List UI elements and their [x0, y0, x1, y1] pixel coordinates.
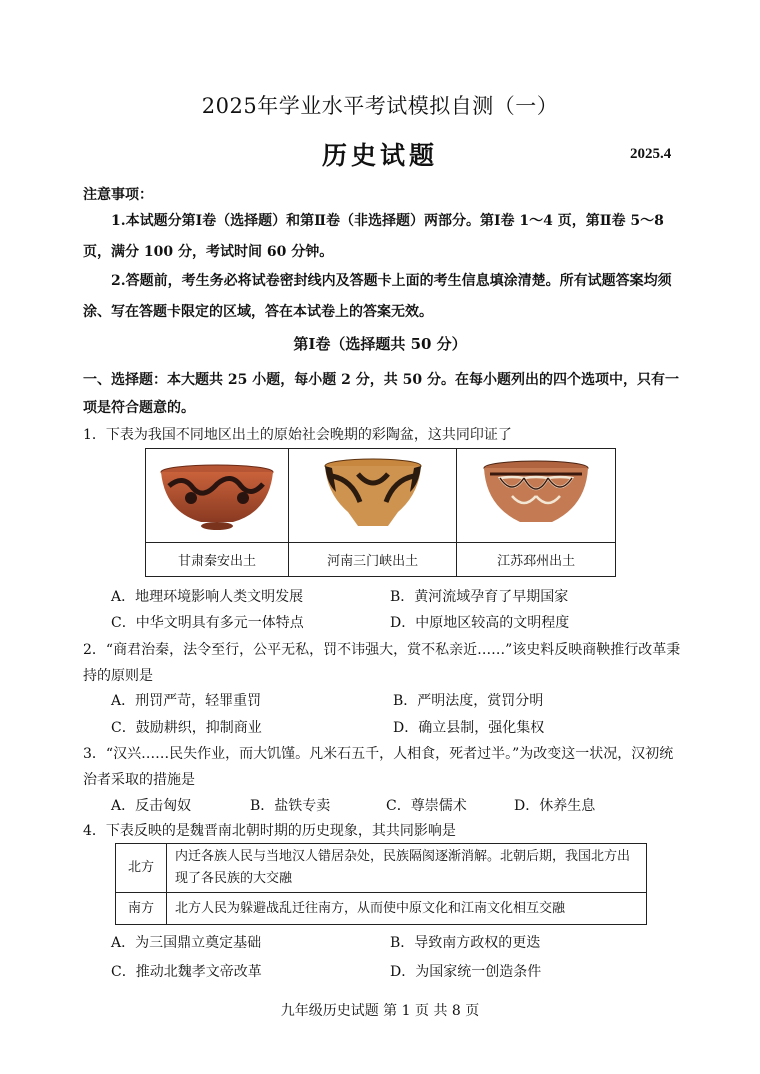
region-label: 南方	[116, 893, 167, 925]
question-2-stem: 2．“商君治秦，法令至行，公平无私，罚不讳强大，赏不私亲近……”该史料反映商鞅推行改革秉持的原则是	[83, 642, 681, 684]
pottery-caption: 河南三门峡出土	[288, 543, 456, 577]
q2-option-b[interactable]: B．严明法度，赏罚分明	[393, 693, 544, 709]
pottery-caption: 江苏邳州出土	[457, 543, 616, 577]
pottery-caption: 甘肃秦安出土	[146, 543, 289, 577]
exam-date: 2025.4	[630, 146, 672, 162]
pottery-image-cell	[288, 449, 456, 543]
question-4-stem: 4．下表反映的是魏晋南北朝时期的历史现象，其共同影响是	[83, 823, 456, 839]
notice-heading: 注意事项：	[83, 187, 153, 203]
q1-option-d[interactable]: D．中原地区较高的文明程度	[390, 615, 570, 631]
q3-option-a[interactable]: A．反击匈奴	[111, 798, 192, 814]
q2-option-c[interactable]: C．鼓励耕织，抑制商业	[111, 720, 262, 736]
pottery-table	[145, 448, 616, 577]
section-instructions: 一、选择题：本大题共 25 小题，每小题 2 分，共 50 分。在每小题列出的四个选项中，只有一项是符合题意的。	[83, 372, 679, 416]
notice-item-2: 2.答题前，考生务必将试卷密封线内及答题卡上面的考生信息填涂清楚。所有试题答案均须涂、写在答题卡限定的区域，答在本试卷上的答案无效。	[83, 273, 672, 320]
page-footer: 九年级历史试题 第 1 页 共 8 页	[280, 1003, 480, 1019]
painted-pottery-basin-image	[318, 454, 428, 534]
history-phenomena-table	[115, 843, 647, 925]
q3-option-c[interactable]: C．尊崇儒术	[386, 798, 467, 814]
volume-title: 第Ⅰ卷（选择题共 50 分）	[293, 335, 467, 353]
question-1-stem: 1．下表为我国不同地区出土的原始社会晚期的彩陶盆，这共同印证了	[83, 427, 512, 443]
q4-option-a[interactable]: A．为三国鼎立奠定基础	[111, 935, 262, 951]
q2-option-d[interactable]: D．确立县制，强化集权	[393, 720, 545, 736]
q4-option-c[interactable]: C．推动北魏孝文帝改革	[111, 964, 262, 980]
q3-option-b[interactable]: B．盐铁专卖	[250, 798, 331, 814]
subject-title: 历史试题	[321, 141, 438, 170]
q1-option-c[interactable]: C．中华文明具有多元一体特点	[111, 615, 304, 631]
q4-option-b[interactable]: B．导致南方政权的更迭	[390, 935, 541, 951]
q4-option-d[interactable]: D．为国家统一创造条件	[390, 964, 542, 980]
q1-option-a[interactable]: A．地理环境影响人类文明发展	[111, 589, 304, 605]
region-description: 北方人民为躲避战乱迁往南方，从而使中原文化和江南文化相互交融	[167, 893, 647, 925]
notice-item-1: 1.本试题分第Ⅰ卷（选择题）和第Ⅱ卷（非选择题）两部分。第Ⅰ卷 1～4 页，第Ⅱ卷 5～8 页，满分 100 分，考试时间 60 分钟。	[83, 213, 664, 260]
q1-option-b[interactable]: B．黄河流域孕育了早期国家	[390, 589, 569, 605]
pottery-image-cell	[457, 449, 616, 543]
region-description: 内迁各族人民与当地汉人错居杂处，民族隔阂逐渐消解。北朝后期，我国北方出现了各民族的大交融	[167, 844, 647, 893]
region-label: 北方	[116, 844, 167, 893]
q2-option-a[interactable]: A．刑罚严苛，轻罪重罚	[111, 693, 262, 709]
pottery-image-cell	[146, 449, 289, 543]
exam-title: 2025年学业水平考试模拟自测（一）	[201, 94, 559, 118]
painted-pottery-basin-image	[480, 454, 592, 534]
painted-pottery-basin-image	[157, 456, 277, 532]
q3-option-d[interactable]: D．休养生息	[514, 798, 596, 814]
question-3-stem: 3．“汉兴……民失作业，而大饥馑。凡米石五千，人相食，死者过半。”为改变这一状况，汉初统治者采取的措施是	[83, 746, 674, 788]
